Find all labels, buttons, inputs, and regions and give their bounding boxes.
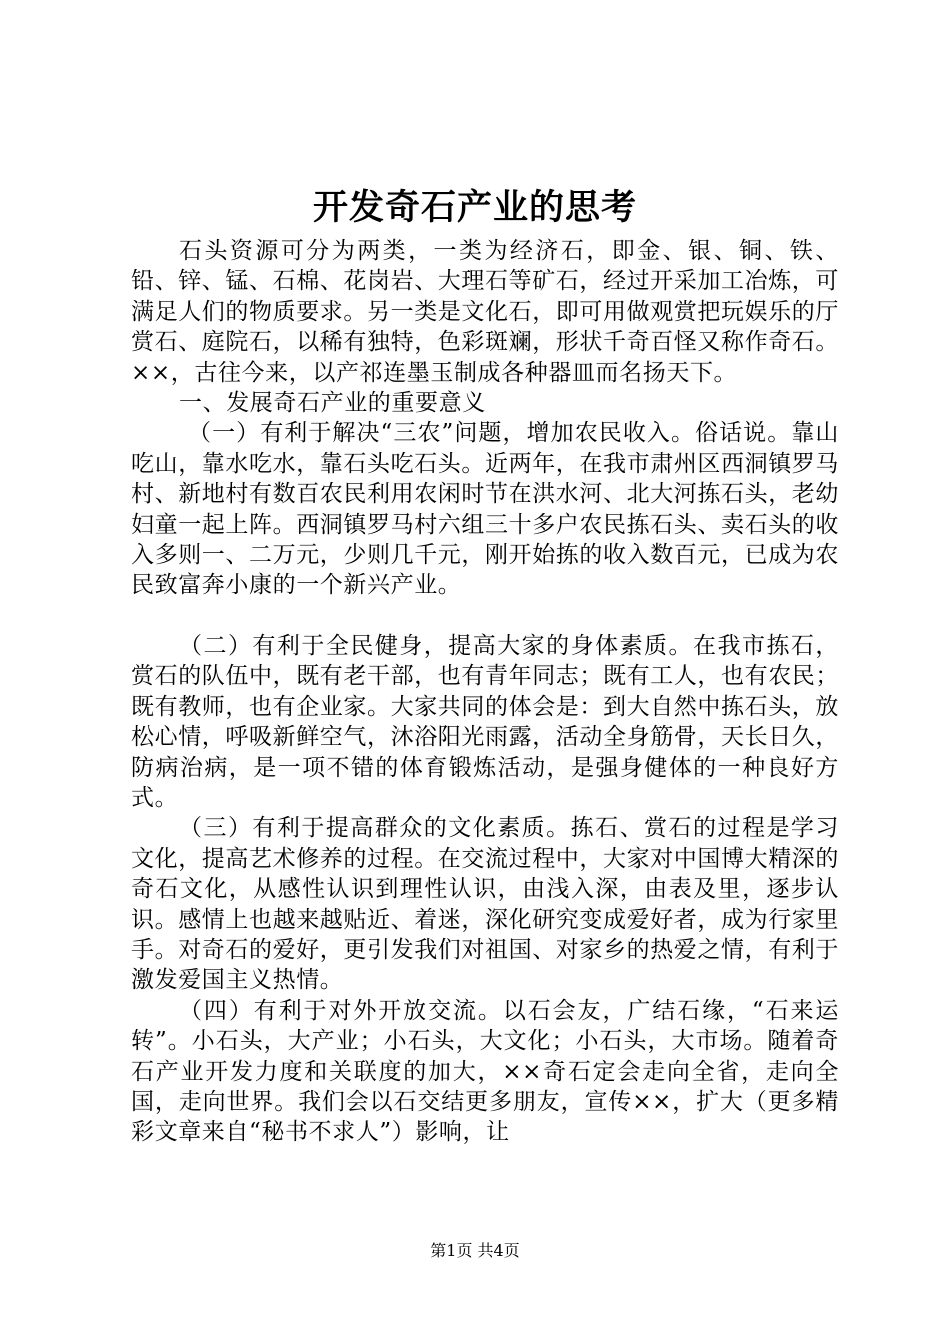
paragraph-point-4: （四）有利于对外开放交流。以石会友，广结石缘，“石来运转”。小石头，大产业；小石头，大文化；小石头，大市场。随着奇石产业开发力度和关联度的加大，××奇石定会走向全省，走向全国，走向世界。我们会以石交结更多朋友，宣传××，扩大（更多精彩文章来自“秘书不求人”）影响，让: [131, 997, 839, 1146]
section-heading: 一、发展奇石产业的重要意义: [179, 390, 486, 417]
paragraph-point-1: （一）有利于解决“三农”问题，增加农民收入。俗话说。靠山吃山，靠水吃水，靠石头吃石头。近两年，在我市肃州区西洞镇罗马村、新地村有数百农民利用农闲时节在洪水河、北大河拣石头，老幼妇童一起上阵。西洞镇罗马村六组三十多户农民拣石头、卖石头的收入多则一、二万元，少则几千元，刚开始拣的收入数百元，已成为农民致富奔小康的一个新兴产业。: [131, 420, 839, 599]
paragraph-intro: 石头资源可分为两类，一类为经济石，即金、银、铜、铁、铅、锌、锰、石棉、花岗岩、大理石等矿石，经过开采加工冶炼，可满足人们的物质要求。另一类是文化石，即可用做观赏把玩娱乐的厅赏石、庭院石，以稀有独特，色彩斑斓，形状千奇百怪又称作奇石。××，古往今来，以产祁连墨玉制成各种器皿而名扬天下。: [131, 238, 839, 386]
page-number-footer: 第1页 共4页: [430, 1241, 520, 1260]
paragraph-point-2: （二）有利于全民健身，提高大家的身体素质。在我市拣石，赏石的队伍中，既有老干部，也有青年同志；既有工人，也有农民；既有教师，也有企业家。大家共同的体会是：到大自然中拣石头，放松心情，呼吸新鲜空气，沐浴阳光雨露，活动全身筋骨，天长日久，防病治病，是一项不错的体育锻炼活动，是强身健体的一种良好方式。: [131, 632, 839, 811]
document-title: 开发奇石产业的思考: [312, 187, 637, 228]
paragraph-point-3: （三）有利于提高群众的文化素质。拣石、赏石的过程是学习文化，提高艺术修养的过程。在交流过程中，大家对中国博大精深的奇石文化，从感性认识到理性认识，由浅入深，由表及里，逐步认识。感情上也越来越贴近、着迷，深化研究变成爱好者，成为行家里手。对奇石的爱好，更引发我们对祖国、对家乡的热爱之情，有利于激发爱国主义热情。: [131, 815, 839, 994]
document-body: [131, 236, 839, 1148]
